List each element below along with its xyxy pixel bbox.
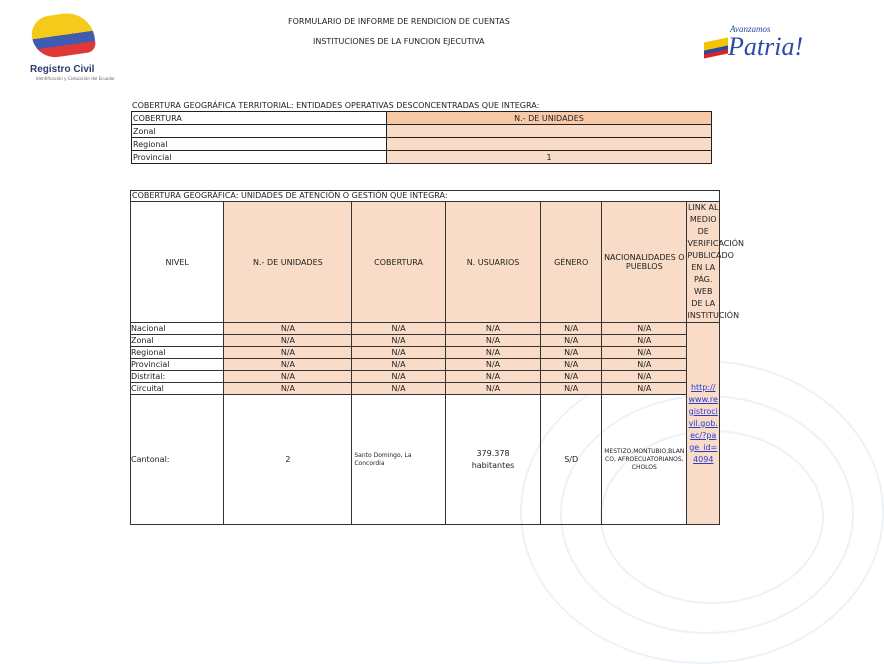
row-usuarios-cantonal: 379.378 habitantes — [445, 395, 540, 525]
row-genero: N/A — [541, 347, 602, 359]
row-unidades: N/A — [224, 383, 352, 395]
row-genero: N/A — [541, 335, 602, 347]
ecuador-flag-icon — [704, 37, 728, 58]
row-unidades: N/A — [224, 335, 352, 347]
row-nivel-cantonal: Cantonal: — [131, 395, 224, 525]
row-genero: N/A — [541, 383, 602, 395]
row-label: Regional — [132, 138, 387, 151]
row-nivel: Provincial — [131, 359, 224, 371]
row-nacionalidades: N/A — [602, 347, 687, 359]
row-genero-cantonal: S/D — [541, 395, 602, 525]
service-units-table — [130, 190, 745, 525]
row-cobertura: N/A — [352, 359, 445, 371]
row-unidades: N/A — [224, 323, 352, 335]
row-nacionalidades: N/A — [602, 335, 687, 347]
row-cobertura: N/A — [352, 383, 445, 395]
header-unidades: N.- DE UNIDADES — [387, 112, 712, 125]
header-cobertura: COBERTURA — [352, 202, 445, 323]
row-unidades: N/A — [224, 359, 352, 371]
row-cobertura-cantonal: Santo Domingo, La Concordia — [352, 395, 445, 525]
row-nacionalidades: N/A — [602, 359, 687, 371]
row-value — [387, 125, 712, 138]
header-usuarios: N. USUARIOS — [445, 202, 540, 323]
row-nacionalidades-cantonal: MESTIZO,MONTUBIO,BLANCO, AFROECUATORIANOS,CHOLOS — [602, 395, 687, 525]
row-label: Provincial — [132, 151, 387, 164]
row-usuarios: N/A — [445, 371, 540, 383]
header-cobertura: COBERTURA — [132, 112, 387, 125]
ecuador-flag-icon — [29, 10, 96, 60]
territorial-coverage-section — [131, 100, 711, 164]
row-nacionalidades: N/A — [602, 371, 687, 383]
service-units-section — [130, 190, 745, 525]
header-nivel: NIVEL — [131, 202, 224, 323]
form-title: FORMULARIO DE INFORME DE RENDICION DE CUENTAS — [288, 17, 510, 26]
row-nivel: Regional — [131, 347, 224, 359]
row-unidades-cantonal: 2 — [224, 395, 352, 525]
row-nivel: Circuital — [131, 383, 224, 395]
row-genero: N/A — [541, 323, 602, 335]
row-usuarios: N/A — [445, 347, 540, 359]
row-usuarios: N/A — [445, 359, 540, 371]
header-link: LINK AL MEDIO DE VERIFICACIÓN PUBLICADO EN LA PÁG. WEB DE LA INSTITUCIÓN — [687, 202, 720, 323]
row-cobertura: N/A — [352, 371, 445, 383]
row-label: Zonal — [132, 125, 387, 138]
registro-civil-logo: Registro Civil Identificación y Cedulación del Ecuador — [22, 12, 102, 82]
row-value — [387, 138, 712, 151]
row-nivel: Nacional — [131, 323, 224, 335]
row-nacionalidades: N/A — [602, 323, 687, 335]
row-cobertura: N/A — [352, 323, 445, 335]
verification-link[interactable] — [687, 323, 720, 525]
patria-logo: Avanzamos Patria! — [700, 22, 790, 66]
header-nacionalidades: NACIONALIDADES O PUEBLOS — [602, 202, 687, 323]
row-nivel: Distrital: — [131, 371, 224, 383]
row-value: 1 — [387, 151, 712, 164]
row-genero: N/A — [541, 371, 602, 383]
row-usuarios: N/A — [445, 383, 540, 395]
header-genero: GÉNERO — [541, 202, 602, 323]
verification-link-text[interactable]: http://www.registrocivil.gob.ec/?page_id=4094 — [688, 382, 718, 464]
form-subtitle: INSTITUCIONES DE LA FUNCION EJECUTIVA — [313, 37, 485, 46]
row-usuarios: N/A — [445, 335, 540, 347]
row-unidades: N/A — [224, 371, 352, 383]
row-nacionalidades: N/A — [602, 383, 687, 395]
row-cobertura: N/A — [352, 335, 445, 347]
row-nivel: Zonal — [131, 335, 224, 347]
row-cobertura: N/A — [352, 347, 445, 359]
row-usuarios: N/A — [445, 323, 540, 335]
row-genero: N/A — [541, 359, 602, 371]
table2-caption: COBERTURA GEOGRÁFICA: UNIDADES DE ATENCIÓN O GESTIÓN QUE INTEGRA: — [131, 191, 720, 202]
table1-caption: COBERTURA GEOGRÁFICA TERRITORIAL: ENTIDADES OPERATIVAS DESCONCENTRADAS QUE INTEGRA: — [132, 101, 540, 110]
header-unidades: N.- DE UNIDADES — [224, 202, 352, 323]
territorial-coverage-table — [131, 111, 712, 164]
row-unidades: N/A — [224, 347, 352, 359]
